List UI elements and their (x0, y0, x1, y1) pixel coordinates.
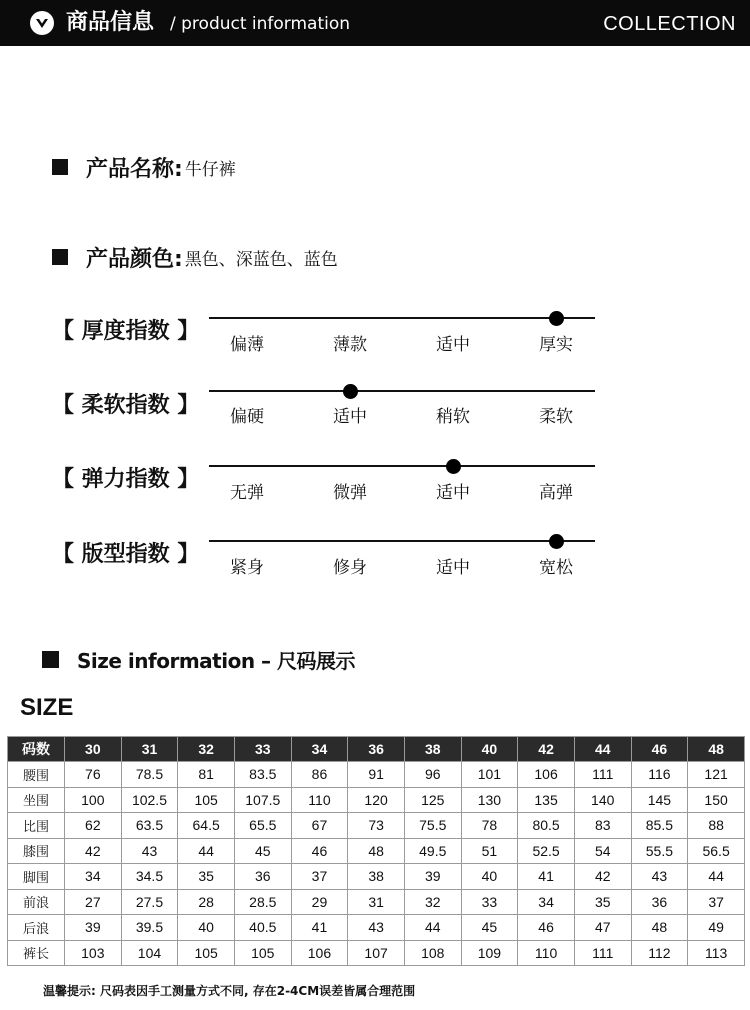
table-cell: 34.5 (121, 864, 178, 890)
table-cell: 38 (348, 864, 405, 890)
table-row (8, 864, 745, 890)
product-colors-label: 产品颜色: (86, 246, 183, 272)
table-cell: 106 (291, 940, 348, 966)
table-cell: 111 (574, 940, 631, 966)
table-cell: 46 (518, 915, 575, 941)
table-cell: 112 (631, 940, 688, 966)
table-cell: 65.5 (234, 813, 291, 839)
size-table (7, 736, 745, 966)
size-info-heading-text: Size information – 尺码展示 (77, 648, 355, 673)
table-header-cell: 36 (348, 737, 405, 762)
table-cell: 55.5 (631, 838, 688, 864)
table-cell: 80.5 (518, 813, 575, 839)
table-cell: 47 (574, 915, 631, 941)
table-cell: 96 (404, 762, 461, 788)
table-cell: 85.5 (631, 813, 688, 839)
table-row-label: 坐围 (8, 787, 65, 813)
table-cell: 43 (121, 838, 178, 864)
scale-selected-dot (343, 384, 358, 399)
table-cell: 75.5 (404, 813, 461, 839)
scale-option: 柔软 (539, 407, 573, 427)
table-header-cell: 38 (404, 737, 461, 762)
table-cell: 44 (404, 915, 461, 941)
square-bullet-icon (52, 249, 68, 265)
table-row-label: 比围 (8, 813, 65, 839)
table-cell: 40.5 (234, 915, 291, 941)
table-cell: 37 (291, 864, 348, 890)
scale-option: 薄款 (333, 335, 367, 355)
product-name-value: 牛仔裤 (184, 159, 236, 180)
scale-option: 修身 (333, 558, 367, 578)
table-cell: 67 (291, 813, 348, 839)
table-cell: 103 (65, 940, 122, 966)
table-cell: 36 (631, 889, 688, 915)
table-row-label: 腰围 (8, 762, 65, 788)
table-cell: 45 (234, 838, 291, 864)
scale-option: 无弹 (230, 483, 264, 503)
table-cell: 52.5 (518, 838, 575, 864)
header-bar (0, 0, 750, 46)
product-name-label: 产品名称: (86, 156, 183, 182)
table-cell: 40 (178, 915, 235, 941)
table-header-cell: 44 (574, 737, 631, 762)
table-cell: 63.5 (121, 813, 178, 839)
table-cell: 78 (461, 813, 518, 839)
table-cell: 73 (348, 813, 405, 839)
table-cell: 31 (348, 889, 405, 915)
table-cell: 43 (348, 915, 405, 941)
index-title: 【 厚度指数 】 (52, 319, 200, 344)
table-cell: 34 (518, 889, 575, 915)
table-cell: 49 (688, 915, 745, 941)
table-row (8, 787, 745, 813)
table-cell: 27 (65, 889, 122, 915)
table-cell: 145 (631, 787, 688, 813)
scale-line (209, 465, 595, 467)
header-collection: COLLECTION (603, 13, 736, 35)
scale-line (209, 390, 595, 392)
table-header-cell: 33 (234, 737, 291, 762)
table-row-label: 前浪 (8, 889, 65, 915)
table-cell: 102.5 (121, 787, 178, 813)
table-cell: 110 (518, 940, 575, 966)
scale-option: 适中 (436, 558, 470, 578)
index-title: 【 柔软指数 】 (52, 393, 200, 418)
table-header-cell: 34 (291, 737, 348, 762)
table-cell: 135 (518, 787, 575, 813)
square-bullet-icon (42, 651, 59, 668)
scale-option: 适中 (436, 335, 470, 355)
table-cell: 35 (178, 864, 235, 890)
table-cell: 44 (688, 864, 745, 890)
scale-selected-dot (549, 534, 564, 549)
table-cell: 49.5 (404, 838, 461, 864)
table-cell: 150 (688, 787, 745, 813)
index-title: 【 弹力指数 】 (52, 467, 200, 492)
scale-option: 高弹 (539, 483, 573, 503)
table-cell: 140 (574, 787, 631, 813)
table-cell: 34 (65, 864, 122, 890)
table-cell: 41 (291, 915, 348, 941)
table-cell: 36 (234, 864, 291, 890)
table-header-cell: 码数 (8, 737, 65, 762)
table-row (8, 889, 745, 915)
table-header-cell: 31 (121, 737, 178, 762)
table-cell: 101 (461, 762, 518, 788)
table-row-label: 膝围 (8, 838, 65, 864)
table-cell: 39 (404, 864, 461, 890)
table-cell: 42 (574, 864, 631, 890)
table-cell: 43 (631, 864, 688, 890)
table-cell: 120 (348, 787, 405, 813)
table-cell: 32 (404, 889, 461, 915)
table-cell: 83.5 (234, 762, 291, 788)
index-title: 【 版型指数 】 (52, 542, 200, 567)
table-cell: 104 (121, 940, 178, 966)
table-cell: 86 (291, 762, 348, 788)
table-row (8, 762, 745, 788)
table-header-cell: 40 (461, 737, 518, 762)
scale-line (209, 540, 595, 542)
table-cell: 45 (461, 915, 518, 941)
table-cell: 39 (65, 915, 122, 941)
table-cell: 28.5 (234, 889, 291, 915)
table-header-cell: 48 (688, 737, 745, 762)
table-cell: 56.5 (688, 838, 745, 864)
table-cell: 91 (348, 762, 405, 788)
scale-selected-dot (446, 459, 461, 474)
table-cell: 107.5 (234, 787, 291, 813)
product-colors-row (52, 242, 338, 272)
table-cell: 105 (234, 940, 291, 966)
table-cell: 46 (291, 838, 348, 864)
table-cell: 76 (65, 762, 122, 788)
product-name-row (52, 152, 236, 182)
scale-line (209, 317, 595, 319)
size-table-header-row (8, 737, 745, 762)
table-cell: 125 (404, 787, 461, 813)
scale-option: 偏薄 (230, 335, 264, 355)
table-cell: 39.5 (121, 915, 178, 941)
header-title-cn: 商品信息 (66, 10, 155, 35)
table-cell: 107 (348, 940, 405, 966)
table-cell: 48 (348, 838, 405, 864)
table-cell: 109 (461, 940, 518, 966)
table-cell: 81 (178, 762, 235, 788)
table-cell: 64.5 (178, 813, 235, 839)
scale-option: 宽松 (539, 558, 573, 578)
header-title-en: / product information (170, 14, 351, 34)
scale-option: 紧身 (230, 558, 264, 578)
table-header-cell: 30 (65, 737, 122, 762)
scale-option: 偏硬 (230, 407, 264, 427)
table-cell: 121 (688, 762, 745, 788)
table-cell: 100 (65, 787, 122, 813)
table-cell: 37 (688, 889, 745, 915)
square-bullet-icon (52, 159, 68, 175)
size-label: SIZE (20, 694, 74, 721)
size-info-heading (42, 645, 355, 673)
table-cell: 27.5 (121, 889, 178, 915)
table-cell: 29 (291, 889, 348, 915)
table-cell: 130 (461, 787, 518, 813)
table-cell: 51 (461, 838, 518, 864)
table-row (8, 940, 745, 966)
scale-option: 适中 (436, 483, 470, 503)
table-cell: 35 (574, 889, 631, 915)
table-row-label: 后浪 (8, 915, 65, 941)
table-header-cell: 42 (518, 737, 575, 762)
table-row (8, 915, 745, 941)
heart-shield-icon (30, 11, 54, 35)
table-cell: 105 (178, 940, 235, 966)
table-cell: 28 (178, 889, 235, 915)
table-row (8, 838, 745, 864)
scale-option: 厚实 (539, 335, 573, 355)
table-cell: 116 (631, 762, 688, 788)
table-cell: 88 (688, 813, 745, 839)
table-cell: 62 (65, 813, 122, 839)
table-cell: 105 (178, 787, 235, 813)
table-cell: 106 (518, 762, 575, 788)
table-header-cell: 46 (631, 737, 688, 762)
table-cell: 78.5 (121, 762, 178, 788)
table-cell: 48 (631, 915, 688, 941)
scale-option: 稍软 (436, 407, 470, 427)
table-cell: 44 (178, 838, 235, 864)
size-note: 温馨提示: 尺码表因手工测量方式不同, 存在2-4CM误差皆属合理范围 (43, 984, 416, 998)
table-row-label: 脚围 (8, 864, 65, 890)
scale-option: 微弹 (333, 483, 367, 503)
table-cell: 42 (65, 838, 122, 864)
table-cell: 54 (574, 838, 631, 864)
product-colors-value: 黑色、深蓝色、蓝色 (184, 249, 338, 270)
table-cell: 113 (688, 940, 745, 966)
table-cell: 110 (291, 787, 348, 813)
table-row-label: 裤长 (8, 940, 65, 966)
table-cell: 108 (404, 940, 461, 966)
table-cell: 111 (574, 762, 631, 788)
table-cell: 41 (518, 864, 575, 890)
scale-option: 适中 (333, 407, 367, 427)
table-cell: 33 (461, 889, 518, 915)
table-cell: 83 (574, 813, 631, 839)
table-header-cell: 32 (178, 737, 235, 762)
scale-selected-dot (549, 311, 564, 326)
table-cell: 40 (461, 864, 518, 890)
table-row (8, 813, 745, 839)
